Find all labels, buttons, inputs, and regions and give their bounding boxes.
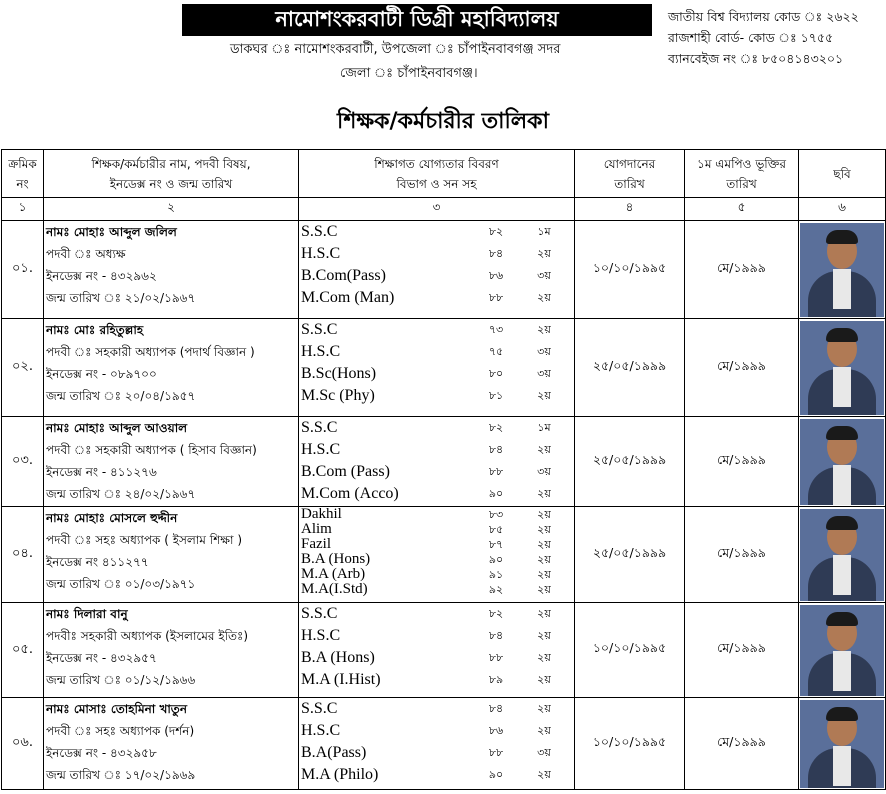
address-line-1: ডাকঘর ঃ নামোশংকরবাটী, উপজেলা ঃ চাঁপাইনবাবগঞ্জ সদর: [230, 42, 561, 57]
staff-dob: জন্ম তারিখ ঃ ০১/০৩/১৯৭১: [46, 577, 196, 591]
division: ২য়: [537, 389, 551, 402]
staff-info: [44, 221, 299, 319]
qualification-line: [299, 363, 574, 385]
staff-post: পদবী ঃ সহকারী অধ্যাপক (পদার্থ বিজ্ঞান ): [46, 345, 255, 359]
marks: ৮৫: [488, 523, 504, 536]
column-number: ৩: [299, 198, 575, 221]
marks: ৮৮: [488, 651, 504, 664]
division: ৩য়: [537, 345, 551, 358]
joining-date: ২৫/০৫/১৯৯৯: [575, 319, 685, 417]
degree: B.Sc(Hons): [301, 365, 377, 382]
staff-photo: [800, 509, 884, 601]
degree: Fazil: [301, 536, 331, 552]
staff-dob: জন্ম তারিখ ঃ ০১/১২/১৯৬৬: [46, 673, 196, 687]
column-number: ৬: [799, 198, 886, 221]
division: ২য়: [537, 323, 551, 336]
serial-number: ০২.: [2, 319, 44, 417]
degree: B.Com(Pass): [301, 267, 386, 284]
qualification-line: [299, 483, 574, 505]
marks: ৮৯: [488, 673, 504, 686]
header-mpo-date: ১ম এমপিও ভূক্তির তারিখ: [685, 150, 799, 198]
qualification-line: [299, 720, 574, 742]
division: ২য়: [537, 291, 551, 304]
degree: B.A (Hons): [301, 551, 371, 567]
division: ১ম: [537, 421, 551, 434]
staff-photo: [800, 223, 884, 317]
staff-index: ইনডেক্স নং - ৪১১২৭৬: [46, 465, 157, 479]
marks: ৮৬: [488, 269, 504, 282]
serial-number: ০১.: [2, 221, 44, 319]
marks: ৯১: [488, 568, 504, 581]
staff-post: পদবী ঃ সহঃ অধ্যাপক ( ইসলাম শিক্ষা ): [46, 533, 243, 547]
mpo-date: মে/১৯৯৯: [685, 698, 799, 790]
banbeis-code: ব্যানবেইজ নং ঃ ৮৫০৪১৪৩২০১: [668, 51, 844, 66]
qualification-line: [299, 319, 574, 341]
header-serial: ক্রমিক নং: [2, 150, 44, 198]
header-photo: ছবি: [799, 150, 886, 198]
marks: ৮৮: [488, 465, 504, 478]
staff-info: [44, 507, 299, 603]
degree: M.Com (Man): [301, 289, 395, 306]
degree: Dakhil: [301, 506, 342, 522]
qualification-line: [299, 341, 574, 363]
marks: ৯০: [488, 768, 504, 781]
marks: ৮৬: [488, 724, 504, 737]
degree: H.S.C: [301, 245, 341, 262]
qualification-line: [299, 385, 574, 407]
staff-name: নামঃ মোসাঃ তোহমিনা খাতুন: [46, 702, 187, 716]
staff-index: ইনডেক্স নং ৪১১২৭৭: [46, 555, 149, 569]
staff-post: পদবী ঃ সহঃ অধ্যাপক (দর্শন): [46, 724, 195, 738]
degree: S.S.C: [301, 419, 338, 436]
staff-info: [44, 698, 299, 790]
marks: ৮৪: [488, 629, 504, 642]
staff-name: নামঃ দিলারা বানু: [46, 607, 128, 621]
staff-photo-cell: [799, 507, 886, 603]
marks: ৮৮: [488, 291, 504, 304]
serial-number: ০৪.: [2, 507, 44, 603]
qualification-line: [299, 603, 574, 625]
qualification-line: [299, 461, 574, 483]
qualifications: [299, 698, 575, 790]
staff-photo-cell: [799, 221, 886, 319]
staff-info: [44, 603, 299, 698]
division: ২য়: [537, 724, 551, 737]
marks: ৮৪: [488, 443, 504, 456]
marks: ৮৩: [488, 508, 504, 521]
qualification-line: [299, 439, 574, 461]
qualification-line: [299, 567, 574, 582]
division: ৩য়: [537, 746, 551, 759]
table-row: [2, 319, 886, 417]
division: ২য়: [537, 487, 551, 500]
degree: M.A (Arb): [301, 566, 366, 582]
joining-date: ২৫/০৫/১৯৯৯: [575, 417, 685, 507]
division: ১ম: [537, 225, 551, 238]
division: ২য়: [537, 702, 551, 715]
division: ২য়: [537, 768, 551, 781]
qualifications: [299, 221, 575, 319]
degree: S.S.C: [301, 605, 338, 622]
qualification-line: [299, 625, 574, 647]
qualification-line: [299, 243, 574, 265]
division: ৩য়: [537, 269, 551, 282]
marks: ৮৪: [488, 247, 504, 260]
mpo-date: মে/১৯৯৯: [685, 507, 799, 603]
division: ২য়: [537, 651, 551, 664]
division: ২য়: [537, 568, 551, 581]
table-row: [2, 603, 886, 698]
qualification-line: [299, 698, 574, 720]
staff-photo-cell: [799, 698, 886, 790]
staff-dob: জন্ম তারিখ ঃ ২৪/০২/১৯৬৭: [46, 487, 196, 501]
staff-index: ইনডেক্স নং - ৪৩২৯৫৮: [46, 746, 157, 760]
staff-table: [1, 149, 886, 790]
serial-number: ০৩.: [2, 417, 44, 507]
serial-number: ০৬.: [2, 698, 44, 790]
qualifications: [299, 319, 575, 417]
qualification-line: [299, 742, 574, 764]
joining-date: ১০/১০/১৯৯৫: [575, 603, 685, 698]
qualification-line: [299, 537, 574, 552]
degree: B.A(Pass): [301, 744, 367, 761]
qualification-line: [299, 669, 574, 691]
marks: ৯০: [488, 553, 504, 566]
college-name: নামোশংকরবাটী ডিগ্রী মহাবিদ্যালয়: [182, 4, 652, 36]
staff-photo-cell: [799, 417, 886, 507]
joining-date: ১০/১০/১৯৯৫: [575, 221, 685, 319]
marks: ৮৭: [488, 538, 504, 551]
staff-index: ইনডেক্স নং - ৪৩২৯৬২: [46, 269, 157, 283]
qualification-line: [299, 764, 574, 786]
staff-name: নামঃ মোহাঃ আব্দুল আওয়াল: [46, 421, 188, 435]
qualification-line: [299, 647, 574, 669]
degree: M.A(I.Std): [301, 581, 368, 597]
staff-dob: জন্ম তারিখ ঃ ২০/০৪/১৯৫৭: [46, 389, 196, 403]
qualification-line: [299, 507, 574, 522]
mpo-date: মে/১৯৯৯: [685, 319, 799, 417]
division: ২য়: [537, 538, 551, 551]
staff-index: ইনডেক্স নং - ৪৩২৯৫৭: [46, 651, 157, 665]
marks: ৮২: [488, 421, 504, 434]
staff-info: [44, 319, 299, 417]
division: ২য়: [537, 523, 551, 536]
mpo-date: মে/১৯৯৯: [685, 603, 799, 698]
qualifications: [299, 417, 575, 507]
degree: M.A (Philo): [301, 766, 379, 783]
degree: M.Com (Acco): [301, 485, 399, 502]
division: ২য়: [537, 583, 551, 596]
staff-post: পদবী ঃ অধ্যক্ষ: [46, 247, 126, 261]
staff-info: [44, 417, 299, 507]
qualifications: [299, 507, 575, 603]
degree: M.A (I.Hist): [301, 671, 381, 688]
division: ২য়: [537, 508, 551, 521]
staff-dob: জন্ম তারিখ ঃ ১৭/০২/১৯৬৯: [46, 768, 196, 782]
division: ২য়: [537, 607, 551, 620]
marks: ৮১: [488, 389, 504, 402]
division: ৩য়: [537, 367, 551, 380]
degree: S.S.C: [301, 700, 338, 717]
marks: ৮২: [488, 607, 504, 620]
qualification-line: [299, 221, 574, 243]
staff-dob: জন্ম তারিখ ঃ ২১/০২/১৯৬৭: [46, 291, 196, 305]
table-row: [2, 221, 886, 319]
staff-photo-cell: [799, 319, 886, 417]
list-title: শিক্ষক/কর্মচারীর তালিকা: [337, 109, 549, 134]
division: ২য়: [537, 443, 551, 456]
degree: M.Sc (Phy): [301, 387, 375, 404]
degree: B.A (Hons): [301, 649, 375, 666]
header-name: শিক্ষক/কর্মচারীর নাম, পদবী বিষয়, ইনডেক্স নং ও জন্ম তারিখ: [44, 150, 299, 198]
division: ২য়: [537, 629, 551, 642]
column-number: ২: [44, 198, 299, 221]
division: ৩য়: [537, 465, 551, 478]
marks: ৮০: [488, 367, 504, 380]
degree: B.Com (Pass): [301, 463, 390, 480]
board-code: রাজশাহী বোর্ড- কোড ঃ ১৭৫৫: [668, 30, 834, 45]
staff-photo: [800, 700, 884, 788]
qualification-line: [299, 265, 574, 287]
staff-photo: [800, 321, 884, 415]
header-joining-date: যোগদানের তারিখ: [575, 150, 685, 198]
national-university-code: জাতীয় বিশ্ব বিদ্যালয় কোড ঃ ২৬২২: [668, 9, 859, 24]
marks: ৭৫: [488, 345, 504, 358]
degree: S.S.C: [301, 223, 338, 240]
column-number: ৫: [685, 198, 799, 221]
marks: ৮৪: [488, 702, 504, 715]
staff-post: পদবীঃ সহকারী অধ্যাপক (ইসলামের ইতিঃ): [46, 629, 249, 643]
qualification-line: [299, 287, 574, 309]
institution-codes: [668, 6, 859, 69]
staff-name: নামঃ মোহাঃ মোসলে হুদ্দীন: [46, 511, 178, 525]
qualification-line: [299, 552, 574, 567]
marks: ৮২: [488, 225, 504, 238]
serial-number: ০৫.: [2, 603, 44, 698]
header-qualification: শিক্ষাগত যোগ্যতার বিবরণ বিভাগ ও সন সহ: [299, 150, 575, 198]
division: ২য়: [537, 553, 551, 566]
staff-name: নামঃ মোহাঃ আব্দুল জলিল: [46, 225, 177, 239]
degree: Alim: [301, 521, 332, 537]
address-line-2: জেলা ঃ চাঁপাইনবাবগঞ্জ।: [340, 66, 478, 81]
joining-date: ২৫/০৫/১৯৯৯: [575, 507, 685, 603]
column-number: ৪: [575, 198, 685, 221]
degree: H.S.C: [301, 441, 341, 458]
staff-name: নামঃ মোঃ রহিতুল্লাহ: [46, 323, 144, 337]
marks: ৭৩: [488, 323, 504, 336]
marks: ৯০: [488, 487, 504, 500]
staff-photo: [800, 605, 884, 696]
staff-index: ইনডেক্স নং - ০৮৯৭০০: [46, 367, 157, 381]
mpo-date: মে/১৯৯৯: [685, 221, 799, 319]
table-row: [2, 698, 886, 790]
division: ২য়: [537, 247, 551, 260]
column-number-row: [2, 198, 886, 221]
staff-post: পদবী ঃ সহকারী অধ্যাপক ( হিসাব বিজ্ঞান): [46, 443, 257, 457]
table-row: [2, 507, 886, 603]
joining-date: ১০/১০/১৯৯৫: [575, 698, 685, 790]
marks: ৯২: [488, 583, 504, 596]
column-number: ১: [2, 198, 44, 221]
table-row: [2, 417, 886, 507]
degree: H.S.C: [301, 627, 341, 644]
marks: ৮৮: [488, 746, 504, 759]
degree: H.S.C: [301, 722, 341, 739]
staff-photo: [800, 419, 884, 505]
qualification-line: [299, 582, 574, 597]
division: ২য়: [537, 673, 551, 686]
qualification-line: [299, 417, 574, 439]
staff-photo-cell: [799, 603, 886, 698]
qualifications: [299, 603, 575, 698]
degree: S.S.C: [301, 321, 338, 338]
mpo-date: মে/১৯৯৯: [685, 417, 799, 507]
degree: H.S.C: [301, 343, 341, 360]
qualification-line: [299, 522, 574, 537]
